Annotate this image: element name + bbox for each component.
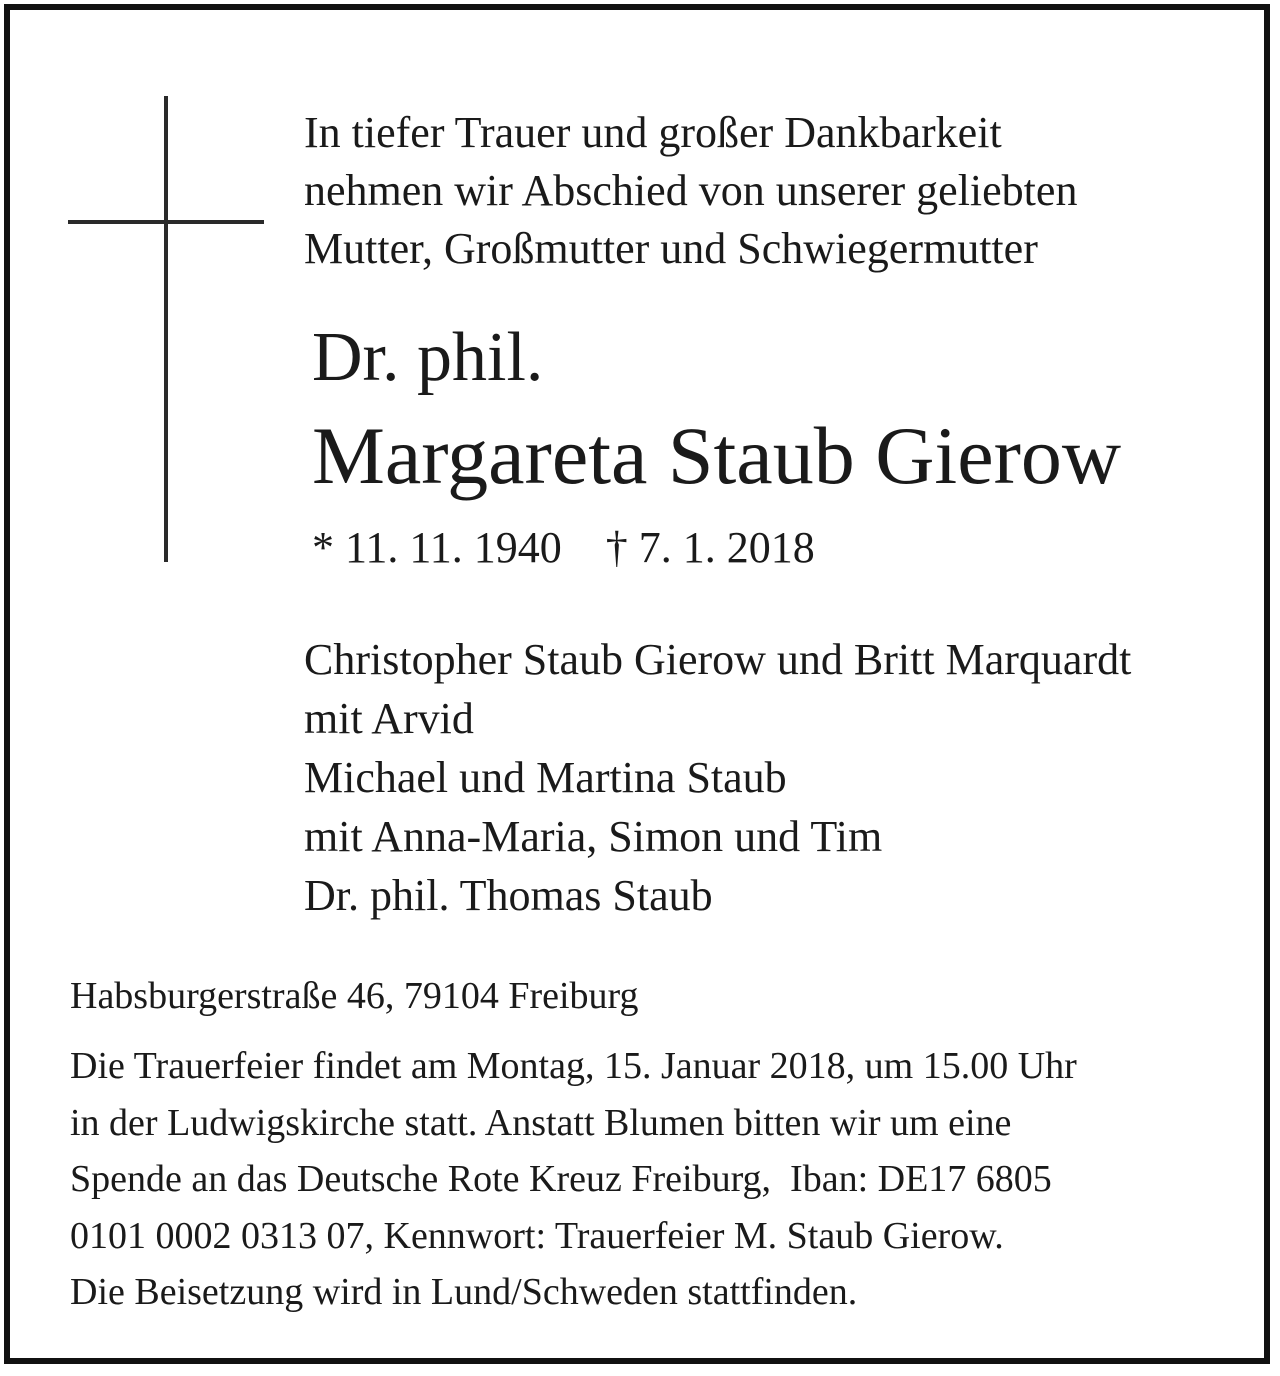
obituary-notice bbox=[4, 4, 1270, 1364]
details-line: in der Ludwigskirche statt. Anstatt Blumen bitten wir um eine bbox=[70, 1101, 1012, 1144]
intro-text bbox=[304, 104, 1254, 278]
life-dates bbox=[312, 520, 815, 576]
mourner-line: mit Arvid bbox=[304, 694, 474, 743]
details-line: Die Beisetzung wird in Lund/Schweden stattfinden. bbox=[70, 1271, 858, 1313]
funeral-details bbox=[70, 1038, 1250, 1321]
deceased-name: Margareta Staub Gierow bbox=[312, 410, 1122, 501]
mourner-line: Michael und Martina Staub bbox=[304, 753, 787, 802]
cross-icon bbox=[164, 96, 168, 562]
cross-icon-bar bbox=[68, 220, 264, 224]
mourner-line: mit Anna-Maria, Simon und Tim bbox=[304, 812, 883, 861]
mourners-list bbox=[304, 630, 1264, 925]
mourner-line: Dr. phil. Thomas Staub bbox=[304, 871, 713, 920]
intro-line: Mutter, Großmutter und Schwiegermutter bbox=[304, 224, 1038, 273]
mourner-line: Christopher Staub Gierow und Britt Marquardt bbox=[304, 635, 1132, 684]
intro-line: nehmen wir Abschied von unserer geliebten bbox=[304, 166, 1078, 215]
details-line: Die Trauerfeier findet am Montag, 15. Januar 2018, um 15.00 Uhr bbox=[70, 1045, 1077, 1087]
details-line: 0101 0002 0313 07, Kennwort: Trauerfeier M. Staub Gierow. bbox=[70, 1214, 1004, 1257]
deceased-title: Dr. phil. bbox=[312, 319, 544, 396]
birth-date: * 11. 11. 1940 bbox=[312, 523, 562, 572]
address: Habsburgerstraße 46, 79104 Freiburg bbox=[70, 975, 639, 1017]
intro-line: In tiefer Trauer und großer Dankbarkeit bbox=[304, 108, 1002, 157]
death-date: † 7. 1. 2018 bbox=[605, 523, 815, 572]
details-line: Spende an das Deutsche Rote Kreuz Freiburg, Iban: DE17 6805 bbox=[70, 1158, 1052, 1200]
